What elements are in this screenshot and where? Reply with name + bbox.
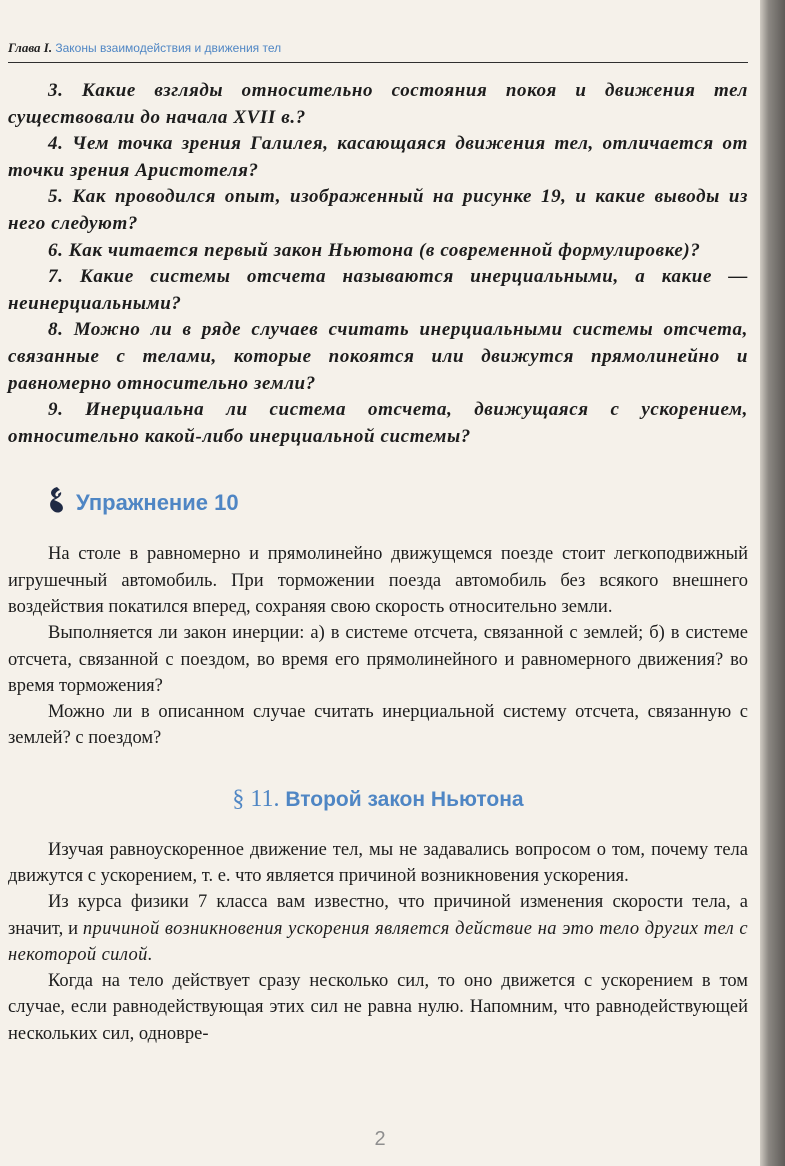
question-7: 7. Какие системы отсчета называются инерциальными, а какие — неинерциальными?: [8, 266, 748, 314]
page-number: 2: [374, 1128, 386, 1150]
question-8: 8. Можно ли в ряде случаев считать инерциальными системы отсчета, связанные с телами, которые покоятся или движутся прямолинейно и равномерно относительно земли?: [8, 319, 748, 394]
section-paragraph-2: [8, 889, 748, 968]
question-4: 4. Чем точка зрения Галилея, касающаяся движения тел, отличается от точки зрения Аристотеля?: [8, 133, 748, 181]
review-questions: [8, 78, 748, 450]
question-3: 3. Какие взгляды относительно состояния покоя и движения тел существовали до начала XVII в.?: [8, 80, 748, 128]
chapter-label: Глава I.: [8, 40, 53, 55]
exercise-mark-icon: [46, 486, 68, 519]
running-header: [8, 40, 748, 63]
exercise-paragraph-1: На столе в равномерно и прямолинейно движущемся поезде стоит легкоподвижный игрушечный автомобиль. При торможении поезда автомобиль без всякого внешнего воздействия покатился вперед, сохраняя свою скорость относительно земли.: [8, 544, 748, 617]
section-symbol: § 11.: [232, 785, 280, 812]
section-paragraph-1: Изучая равноускоренное движение тел, мы не задавались вопросом о том, почему тела движутся с ускорением, т. е. что является причиной возникновения ускорения.: [8, 839, 748, 886]
section-paragraph-2-text: Из курса физики 7 класса вам известно, что причиной изменения скорости тела, а значит, и: [8, 892, 748, 939]
exercise-title: Упражнение 10: [76, 489, 239, 515]
page-content: [8, 78, 748, 1047]
exercise-paragraph-2: Выполняется ли закон инерции: а) в системе отсчета, связанной с землей; б) в системе отсчета, связанной с поездом, во время его прямолинейного и равномерного движения? во время торможения?: [8, 623, 748, 696]
section-title: Второй закон Ньютона: [285, 787, 524, 811]
question-9: 9. Инерциальна ли система отсчета, движущаяся с ускорением, относительно какой-либо инерциальной системы?: [8, 399, 748, 447]
book-spine-shadow: [760, 0, 785, 1166]
question-5: 5. Как проводился опыт, изображенный на рисунке 19, и какие выводы из него следуют?: [8, 186, 748, 234]
chapter-title: Законы взаимодействия и движения тел: [55, 41, 282, 55]
section-heading: [8, 786, 748, 813]
question-6: 6. Как читается первый закон Ньютона (в современной формулировке)?: [48, 239, 701, 261]
section-paragraph-2-emphasis: причиной возникновения ускорения является действие на это тело других тел с некоторой силой.: [8, 918, 748, 965]
exercise-heading: [8, 486, 748, 519]
exercise-paragraph-3: Можно ли в описанном случае считать инерциальной систему отсчета, связанную с землей? с поездом?: [8, 702, 748, 749]
section-paragraph-3: Когда на тело действует сразу несколько сил, то оно движется с ускорением в том случае, если равнодействующая этих сил не равна нулю. Напомним, что равнодействующей нескольких сил, одновре-: [8, 971, 748, 1044]
